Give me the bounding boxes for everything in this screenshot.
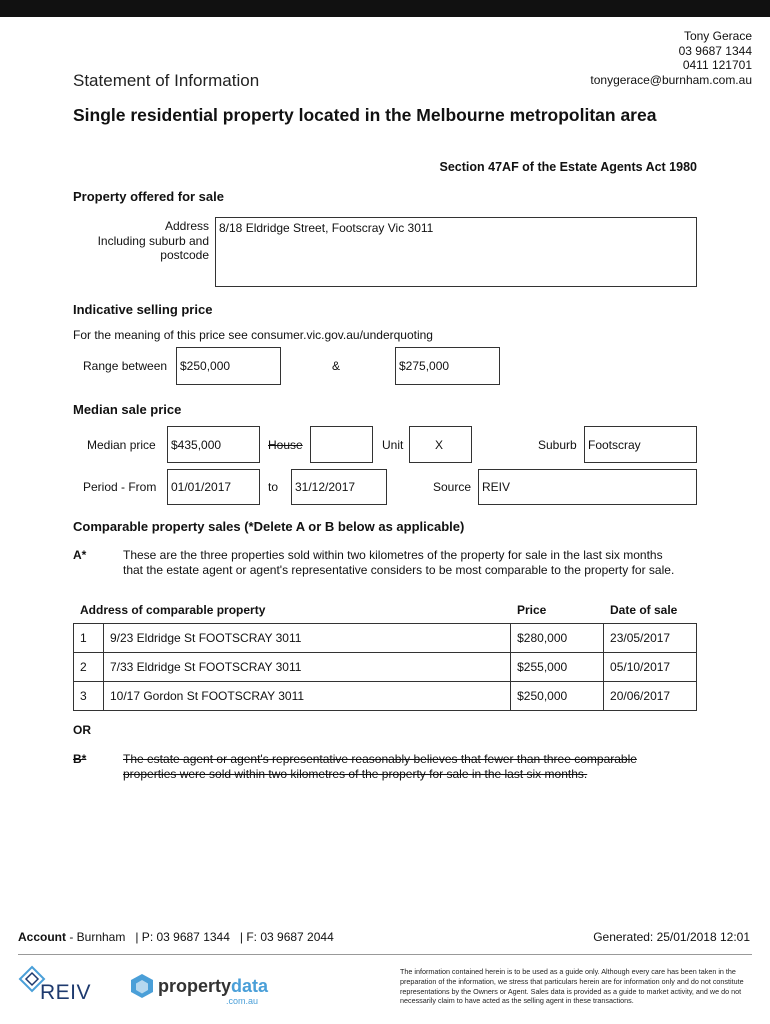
col-price-header: Price [517,603,547,617]
range-high-field[interactable]: $275,000 [395,347,500,385]
propertydata-logo-sub: .com.au [226,996,259,1006]
row-date[interactable]: 23/05/2017 [604,624,697,653]
period-to-field[interactable]: 31/12/2017 [291,469,387,505]
row-address[interactable]: 9/23 Eldridge St FOOTSCRAY 3011 [103,624,510,653]
reiv-logo-text: REIV [40,981,92,1004]
option-a-text: These are the three properties sold within two kilometres of the property for sale in the last six months that the estate agent or agent's representative considers to be most comparable to the property for sale. [123,548,675,577]
indicative-note: For the meaning of this price see consumer.vic.gov.au/underquoting [73,328,433,342]
period-to-label: to [268,480,279,494]
row-address[interactable]: 7/33 Eldridge St FOOTSCRAY 3011 [103,653,510,682]
propertydata-logo-main: propertydata [158,976,269,996]
median-price-label: Median price [87,438,156,452]
property-heading: Property offered for sale [73,189,224,204]
suburb-field[interactable]: Footscray [584,426,697,463]
footer-generated: Generated: 25/01/2018 12:01 [593,930,750,944]
range-amp: & [332,359,341,373]
address-label: Address Including suburb and postcode [97,219,209,262]
footer-divider [18,954,752,955]
col-date-header: Date of sale [610,603,678,617]
comparable-table [73,623,697,711]
agent-email: tonygerace@burnham.com.au [590,72,752,87]
table-row [74,653,697,682]
footer-disclaimer: The information contained herein is to be used as a guide only. Although every care has been taken in the preparation of the information, we stress that particulars herein are for information only and do not constitute representations by the Owners or Agent. Sales data is provided as a guide to market activity, and we do not necessarily claim to have acted as the selling agent in these transactions. [400,967,744,1006]
house-field[interactable] [310,426,373,463]
row-date[interactable]: 05/10/2017 [604,653,697,682]
row-number: 1 [74,624,104,653]
option-b-text: The estate agent or agent's representative reasonably believes that fewer than three comparable properties were sold within two kilometres of the property for sale in the last six months. [123,752,637,781]
unit-field[interactable]: X [409,426,472,463]
agent-mobile: 0411 121701 [682,58,752,72]
table-row [74,682,697,711]
row-number: 3 [74,682,104,711]
propertydata-logo [130,970,270,1010]
agent-name: Tony Gerace [683,29,752,43]
median-price-field[interactable]: $435,000 [167,426,260,463]
row-address[interactable]: 10/17 Gordon St FOOTSCRAY 3011 [103,682,510,711]
house-label: House [268,438,303,452]
suburb-label: Suburb [538,438,577,452]
headline: Single residential property located in the Melbourne metropolitan area [73,105,657,125]
source-field[interactable]: REIV [478,469,697,505]
document-title: Statement of Information [73,71,260,90]
range-low-field[interactable]: $250,000 [176,347,281,385]
reiv-logo [18,965,98,1005]
option-b-marker: B* [73,752,87,766]
agent-contact [590,29,752,87]
top-bar [0,0,770,17]
act-reference: Section 47AF of the Estate Agents Act 1980 [439,160,697,174]
period-from-field[interactable]: 01/01/2017 [167,469,260,505]
source-label: Source [433,480,472,494]
propertydata-hexagon-icon [130,973,154,999]
indicative-heading: Indicative selling price [73,302,213,317]
footer-account: Account - Burnham | P: 03 9687 1344 | F: 03 9687 2044 [18,930,334,944]
period-label: Period - From [83,480,157,494]
unit-label: Unit [382,438,404,452]
row-price[interactable]: $280,000 [511,624,604,653]
median-heading: Median sale price [73,402,182,417]
row-price[interactable]: $255,000 [511,653,604,682]
range-label: Range between [83,359,168,373]
comparable-heading: Comparable property sales (*Delete A or B below as applicable) [73,519,465,534]
col-address-header: Address of comparable property [80,603,266,617]
row-price[interactable]: $250,000 [511,682,604,711]
or-separator: OR [73,723,91,737]
option-a-marker: A* [73,548,87,562]
address-field[interactable]: 8/18 Eldridge Street, Footscray Vic 3011 [215,217,697,287]
table-row [74,624,697,653]
agent-phone: 03 9687 1344 [678,43,752,58]
row-date[interactable]: 20/06/2017 [604,682,697,711]
row-number: 2 [74,653,104,682]
